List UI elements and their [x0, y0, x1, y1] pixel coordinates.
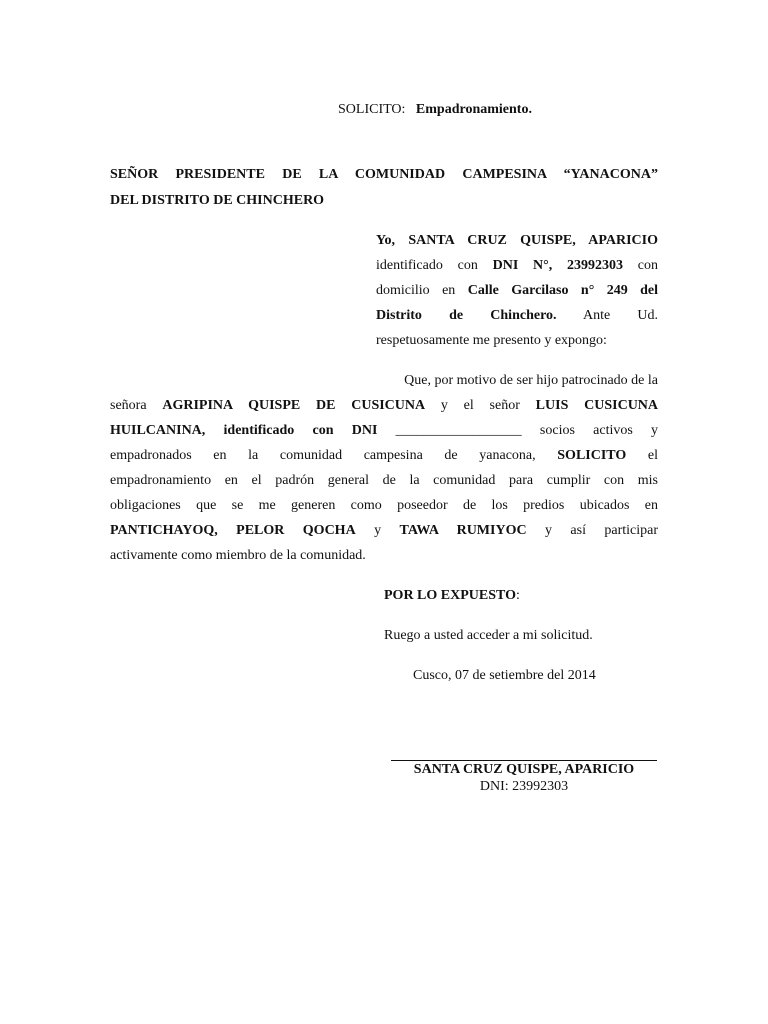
closing-heading	[384, 588, 520, 604]
subject-value: Empadronamiento.	[415, 102, 532, 117]
addressee-line-2: DEL DISTRITO DE CHINCHERO	[110, 193, 325, 208]
intro-ante: Ante Ud.	[582, 308, 658, 323]
signature-name: SANTA CRUZ QUISPE, APARICIO	[413, 762, 635, 777]
subject-line	[338, 102, 532, 118]
intro-dni: DNI N°, 23992303	[492, 258, 624, 273]
body-el: el	[647, 448, 659, 463]
signature-line	[391, 760, 657, 761]
body-line-5: empadronamiento en el padrón general de la comunidad para cumplir con mis	[110, 473, 658, 488]
body-mother-name: AGRIPINA QUISPE DE CUSICUNA	[162, 398, 426, 413]
closing-label: POR LO EXPUESTO	[384, 588, 516, 603]
intro-line-2	[376, 258, 658, 274]
body-line-7	[110, 523, 658, 539]
subject-label: SOLICITO	[338, 102, 402, 117]
signature-dni: DNI: 23992303	[479, 779, 569, 794]
body-line-3	[110, 423, 658, 439]
body-father-name: LUIS CUSICUNA	[535, 398, 659, 413]
body-place-1: PANTICHAYOQ, PELOR QOCHA	[110, 523, 356, 538]
subject-colon: :	[401, 102, 406, 117]
body-line-2	[110, 398, 658, 414]
body-line-6: obligaciones que se me generen como poseedor de los predios ubicados en	[110, 498, 658, 513]
body-father-surname-dni: HUILCANINA, identificado con DNI	[110, 423, 378, 438]
body-senor: y el señor	[440, 398, 520, 413]
intro-domicilio: domicilio en	[376, 283, 456, 298]
intro-line-1: Yo, SANTA CRUZ QUISPE, APARICIO	[376, 233, 658, 248]
body-line-4	[110, 448, 658, 464]
intro-line-4	[376, 308, 658, 324]
closing-colon: :	[516, 588, 520, 603]
body-participar: y así participar	[545, 523, 659, 538]
body-y: y	[374, 523, 382, 538]
body-solicito: SOLICITO	[557, 448, 627, 463]
body-socios: socios activos y	[539, 423, 659, 438]
intro-line-3	[376, 283, 658, 299]
intro-id-text: identificado con	[376, 258, 478, 273]
intro-district: Distrito de Chinchero.	[376, 308, 557, 323]
body-place-2: TAWA RUMIYOC	[399, 523, 527, 538]
body-line-1: Que, por motivo de ser hijo patrocinado de la	[404, 373, 658, 388]
intro-con: con	[637, 258, 658, 273]
body-dni-blank: __________________	[395, 423, 522, 438]
intro-line-5: respetuosamente me presento y expongo:	[376, 333, 607, 348]
intro-address: Calle Garcilaso n° 249 del	[467, 283, 658, 298]
body-line-8: activamente como miembro de la comunidad.	[110, 548, 366, 563]
closing-date: Cusco, 07 de setiembre del 2014	[413, 668, 596, 683]
closing-request: Ruego a usted acceder a mi solicitud.	[384, 628, 593, 643]
addressee-line-1: SEÑOR PRESIDENTE DE LA COMUNIDAD CAMPESINA “YANACONA”	[110, 167, 658, 182]
body-senora: señora	[110, 398, 147, 413]
body-empadronados: empadronados en la comunidad campesina de yanacona,	[110, 448, 536, 463]
